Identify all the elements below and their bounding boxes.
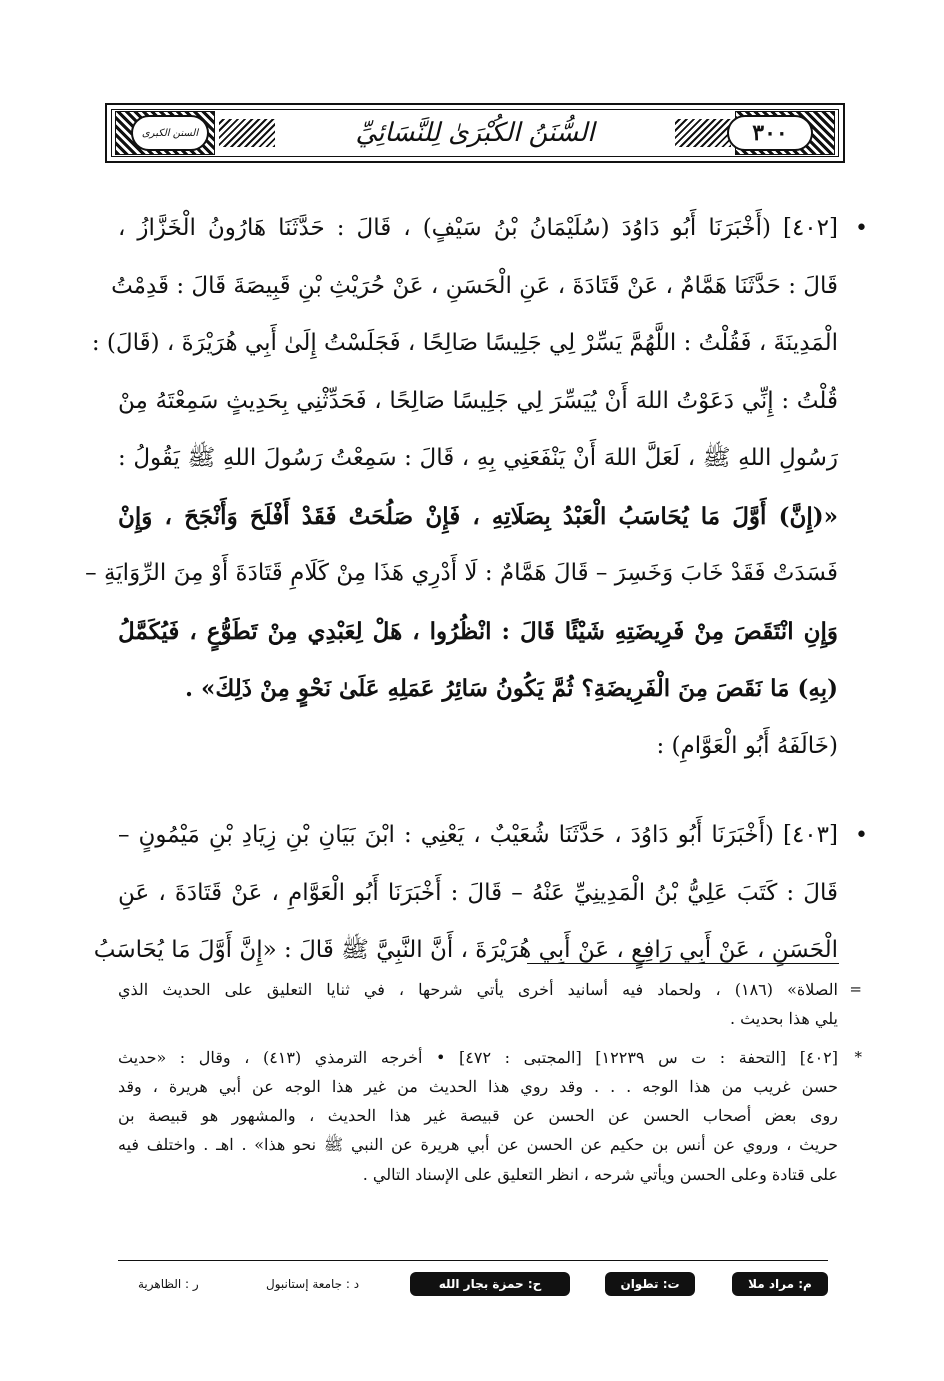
- hadith-402-line-3: الْمَدِينَةَ ، فَقُلْتُ : اللَّهُمَّ يَسِّرْ لِي جَلِيسًا صَالِحًا ، فَجَلَسْتُ إِلَىٰ أَبِي هُرَيْرَةَ ، (قَالَ) :: [91, 330, 838, 356]
- book-title: السُّنَنُ الكُبْرَىٰ لِلنَّسَائِيِّ: [287, 113, 663, 153]
- hadith-403-line-2: قَالَ : كَتَبَ عَلِيُّ بْنُ الْمَدِينِيِّ عَنْهُ – قَالَ : أَخْبَرَنَا أَبُو الْعَوَّامِ ، عَنْ قَتَادَةَ ، عَنِ: [118, 879, 838, 906]
- reviewer-badge: م: مراد ملا: [732, 1272, 828, 1296]
- hadith-402-line-2: قَالَ : حَدَّثَنَا هَمَّامٌ ، عَنْ قَتَادَةَ ، عَنِ الْحَسَنِ ، عَنْ حُرَيْثِ بْنِ قَبِيصَةَ قَالَ : قَدِمْتُ: [111, 272, 838, 299]
- hadith-402-line-8: وَإِنِ انْتَقَصَ مِنْ فَرِيضَتِهِ شَيْئًا قَالَ : انْظُرُوا ، هَلْ لِعَبْدِي مِنْ تَطَوُّعٍ ، فَيُكَمَّلُ: [118, 617, 838, 645]
- ornament-mid-right: [675, 119, 731, 147]
- section-note: (خَالَفَهُ أَبُو الْعَوَّامِ) :: [656, 732, 838, 759]
- hadith-bullet: •: [855, 216, 868, 241]
- reviewer-badge: ت: تطوان: [605, 1272, 695, 1296]
- hadith-bullet: •: [855, 823, 868, 848]
- book-logo: السنن الكبرى: [131, 115, 209, 151]
- hadith-402-line-6: «(إِنَّ) أَوَّلَ مَا يُحَاسَبُ الْعَبْدُ بِصَلَاتِهِ ، فَإِنْ صَلُحَتْ فَقَدْ أَفْلَحَ وَأَنْجَحَ ، وَإِنْ: [118, 502, 838, 530]
- hadith-403-line-1: [118, 807, 868, 865]
- hadith-402-line-1: [118, 200, 868, 258]
- hadith-402-line-5: رَسُولِ اللهِ ﷺ ، لَعَلَّ اللهَ أَنْ يَنْفَعَنِي بِهِ ، قَالَ : سَمِعْتُ رَسُولَ اللهِ ﷺ يَقُولُ :: [118, 445, 838, 471]
- reviewer-badge: ح: حمزة بجار الله: [410, 1272, 570, 1296]
- credits-divider: [118, 1260, 828, 1261]
- footnote-line: حريث ، وروي عن أنس بن حكيم عن الحسن عن أبي هريرة عن النبي ﷺ نحو هذا» . اهـ . واختلف فيه: [118, 1135, 838, 1155]
- manuscript-source: د : جامعة إستانبول: [266, 1277, 360, 1291]
- hadith-402-line-7: فَسَدَتْ فَقَدْ خَابَ وَخَسِرَ – قَالَ هَمَّامٌ : لَا أَدْرِي هَذَا مِنْ كَلَامِ قَتَادَةَ أَوْ مِنَ الرِّوَايَةِ –: [85, 560, 838, 586]
- footnote-line: على قتادة وعلى الحسن ويأتي شرحه ، انظر التعليق على الإسناد التالي .: [362, 1164, 838, 1184]
- footnote-line: * [٤٠٢] [التحفة : ت س ١٢٢٣٩] [المجتبى : ٤٧٢] • أخرجه الترمذي (٤١٣) ، وقال : «حديث: [118, 1043, 838, 1072]
- main-text: [85, 200, 868, 980]
- page-header: [105, 103, 845, 163]
- ornament-mid-left: [219, 119, 275, 147]
- credits-bar: [118, 1268, 828, 1304]
- footnote-line: روى بعض أصحاب الحسن عن الحسن عن قبيصة غير هذا الحديث ، والمشهور هو قبيصة بن: [118, 1106, 838, 1126]
- footnote-divider: [527, 963, 839, 964]
- text-line: [٤٠٣] (أَخْبَرَنَا أَبُو دَاوُدَ ، حَدَّثَنَا شُعَيْبٌ ، يَعْنِي : ابْنَ بَيَانِ بْنِ زِيَادِ بْنِ مَيْمُونٍ –: [118, 822, 838, 848]
- footnotes: [118, 975, 862, 1189]
- hadith-403-line-3: الْحَسَنِ ، عَنْ أَبِي رَافِعٍ ، عَنْ أَبِي هُرَيْرَةَ ، أَنَّ النَّبِيَّ ﷺ قَالَ : «إِنَّ أَوَّلَ مَا يُحَاسَبُ: [93, 937, 838, 963]
- footnote-line: يلي هذا بحديث .: [729, 1009, 838, 1029]
- footnote-line: = الصلاة» (١٨٦) ، ولحماد فيه أسانيد أخرى يأتي شرحها ، في ثنايا التعليق على الحديث الذي: [118, 975, 838, 1004]
- hadith-402-line-9: (بِهِ) مَا نَقَصَ مِنَ الْفَرِيضَةِ؟ ثُمَّ يَكُونُ سَائِرُ عَمَلِهِ عَلَىٰ نَحْوٍ مِنْ ذَلِكَ» .: [185, 675, 838, 702]
- continuation-mark: =: [849, 980, 862, 998]
- page-number: ٣٠٠: [727, 115, 813, 151]
- asterisk-mark: *: [854, 1047, 862, 1066]
- footnote-line: حسن غريب من هذا الوجه . . . وقد روي هذا الحديث من غير هذا الوجه عن أبي هريرة ، وقد: [118, 1076, 838, 1096]
- hadith-402-line-4: قُلْتُ : إِنِّي دَعَوْتُ اللهَ أَنْ يُيَسِّرَ لِي جَلِيسًا صَالِحًا ، فَحَدِّثْنِي بِحَدِيثٍ سَمِعْتَهُ مِنْ: [118, 387, 838, 414]
- manuscript-source: ر : الظاهرية: [138, 1277, 199, 1291]
- text-line: [٤٠٢] (أَخْبَرَنَا أَبُو دَاوُدَ (سُلَيْمَانُ بْنُ سَيْفٍ) ، قَالَ : حَدَّثَنَا هَارُونُ الْخَزَّازُ ،: [118, 215, 838, 241]
